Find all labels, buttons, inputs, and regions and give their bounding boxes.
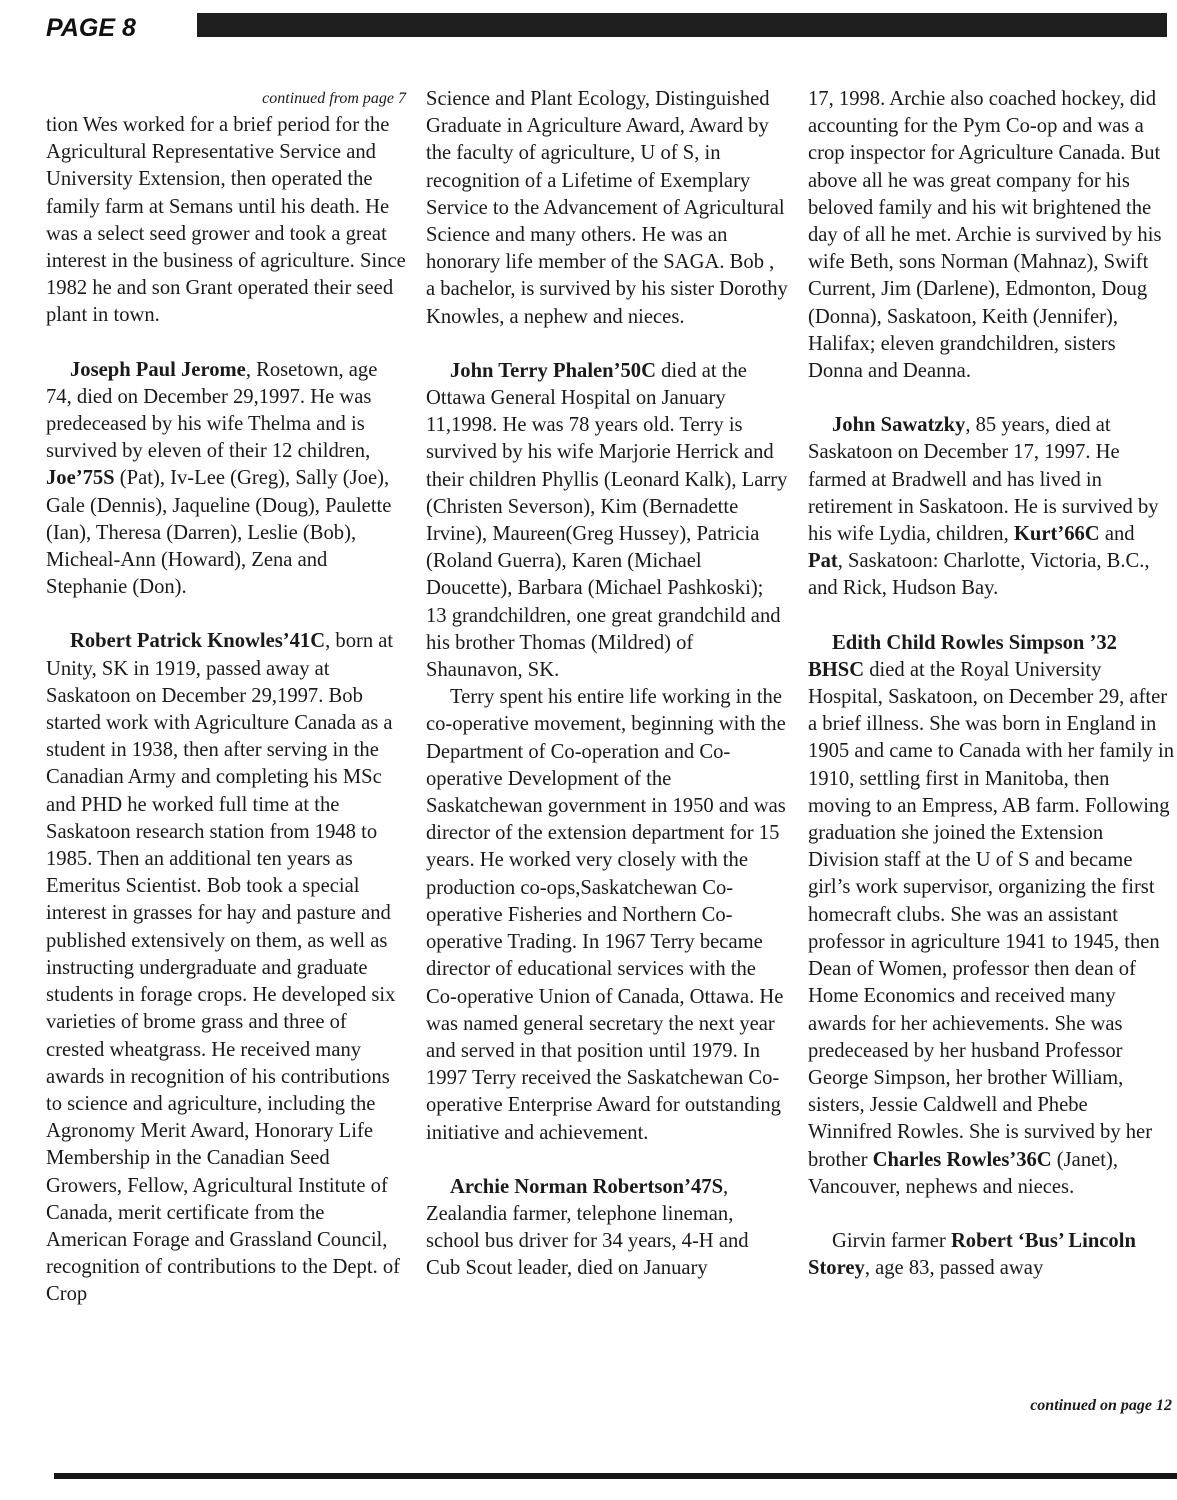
- continued-on-note: continued on page 12: [1030, 1397, 1172, 1414]
- column-3: [808, 86, 1174, 1282]
- simpson-obituary: Edith Child Rowles Simpson ’32 BHSC died at the Royal University Hospital, Saskatoon, on December 29, after a brief illness. She was born in England in 1905 and came to Canada with her family in 1910, settling first in Manitoba, then moving to an Empress, AB farm. Following graduation she joined the Extension Division staff at the U of S and became girl’s work supervisor, organizing the first homecraft clubs. She was an assistant professor in agriculture 1941 to 1945, then Dean of Women, professor then dean of Home Economics and received many awards for her achievements. She was predeceased by her husband Professor George Simpson, her brother William, sisters, Jessie Caldwell and Phebe Winnifred Rowles. She is survived by her brother Charles Rowles’36C (Janet), Vancouver, nephews and nieces.: [808, 631, 1175, 1198]
- pat-name: Pat: [808, 550, 838, 573]
- kurt-name: Kurt’66C: [1013, 523, 1100, 546]
- continued-from-note: continued from page 7: [262, 90, 406, 107]
- knowles-obituary-cont: Science and Plant Ecology, Distinguished Graduate in Agriculture Award, Award by the faculty of agriculture, U of S, in recognition of a Lifetime of Exemplary Service to the Advancement of Agricultural Science and many others. He was an honorary life member of the SAGA. Bob , a bachelor, is survived by his sister Dorothy Knowles, a nephew and nieces.: [426, 88, 788, 328]
- sawatzky-obituary: John Sawatzky, 85 years, died at Saskatoon on December 17, 1997. He farmed at Bradwell and has lived in retirement in Saskatoon. He is survived by his wife Lydia, children, Kurt’66C and Pat, Saskatoon: Charlotte, Victoria, B.C., and Rick, Hudson Bay.: [808, 414, 1159, 600]
- robertson-name: Archie Norman Robertson’47S: [450, 1175, 724, 1198]
- robertson-obituary-cont: 17, 1998. Archie also coached hockey, did accounting for the Pym Co-op and was a crop inspector for Agriculture Canada. But above all he was great company for his beloved family and his wit brightened the day of all he met. Archie is survived by his wife Beth, sons Norman (Mahnaz), Swift Current, Jim (Darlene), Edmonton, Doug (Donna), Saskatoon, Keith (Jennifer), Halifax; eleven grandchildren, sisters Donna and Deanna.: [808, 88, 1162, 383]
- joe-name: Joe’75S: [46, 467, 115, 490]
- wes-obituary-end: tion Wes worked for a brief period for the Agricultural Representative Service and University Extension, then operated the family farm at Semans until his death. He was a select seed grower and took a great interest in the business of agriculture. Since 1982 he and son Grant operated their seed plant in town.: [46, 114, 406, 327]
- column-2: [426, 86, 788, 1283]
- footer-rule: [54, 1473, 1177, 1479]
- robertson-obituary: Archie Norman Robertson’47S, Zealandia farmer, telephone lineman, school bus driver for 34 years, 4-H and Cub Scout leader, died on January: [426, 1175, 749, 1280]
- knowles-obituary: Robert Patrick Knowles’41C, born at Unity, SK in 1919, passed away at Saskatoon on December 29,1997. Bob started work with Agriculture Canada as a student in 1938, then after serving in the Canadian Army and completing his MSc and PHD he worked full time at the Saskatoon research station from 1948 to 1985. Then an additional ten years as Emeritus Scientist. Bob took a special interest in grasses for hay and pasture and published extensively on them, as well as instructing undergraduate and graduate students in forage crops. He developed six varieties of brome grass and three of crested wheatgrass. He received many awards in recognition of his contributions to science and agriculture, including the Agronomy Merit Award, Honorary Life Membership in the Canadian Seed Growers, Fellow, Agricultural Institute of Canada, merit certificate from the American Forage and Grassland Council, recognition of contributions to the Dept. of Crop: [46, 630, 401, 1306]
- header-bar: [197, 13, 1167, 37]
- phalen-career: Terry spent his entire life working in the co-operative movement, beginning with the Department of Co-operation and Co-operative Development of the Saskatchewan government in 1950 and was director of the extension department for 15 years. He worked very closely with the production co-ops,Saskatchewan Co-operative Fisheries and Northern Co-operative Trading. In 1967 Terry became director of educational services with the Co-operative Union of Canada, Ottawa. He was named general secretary the next year and served in that position until 1979. In 1997 Terry received the Saskatchewan Co-operative Enterprise Award for outstanding initiative and achievement.: [426, 686, 786, 1144]
- knowles-name: Robert Patrick Knowles’41C: [70, 630, 326, 653]
- page-label: PAGE 8: [46, 14, 136, 42]
- storey-name: Robert ‘Bus’ Lincoln Storey: [808, 1229, 1136, 1280]
- phalen-obituary: John Terry Phalen’50C died at the Ottawa General Hospital on January 11,1998. He was 78 years old. Terry is survived by his wife Marjorie Herrick and their children Phyllis (Leonard Kalk), Larry (Christen Severson), Kim (Bernadette Irvine), Maureen(Greg Hussey), Patricia (Roland Guerra), Karen (Michael Doucette), Barbara (Michael Pashkoski); 13 grandchildren, one great grandchild and his brother Thomas (Mildred) of Shaunavon, SK.: [426, 359, 788, 682]
- charles-rowles-name: Charles Rowles’36C: [872, 1148, 1052, 1171]
- jerome-obituary: Joseph Paul Jerome, Rosetown, age 74, died on December 29,1997. He was predeceased by his wife Thelma and is survived by eleven of their 12 children, Joe’75S (Pat), Iv-Lee (Greg), Sally (Joe), Gale (Dennis), Jaqueline (Doug), Paulette (Ian), Theresa (Darren), Leslie (Bob), Micheal-Ann (Howard), Zena and Stephanie (Don).: [46, 358, 392, 599]
- storey-obituary: Girvin farmer Robert ‘Bus’ Lincoln Storey, age 83, passed away: [808, 1229, 1136, 1280]
- sawatzky-name: John Sawatzky: [832, 414, 966, 437]
- simpson-name: Edith Child Rowles Simpson ’32 BHSC: [808, 631, 1117, 681]
- jerome-name: Joseph Paul Jerome: [70, 358, 246, 381]
- column-1: [46, 86, 406, 1309]
- phalen-name: John Terry Phalen’50C: [450, 359, 656, 382]
